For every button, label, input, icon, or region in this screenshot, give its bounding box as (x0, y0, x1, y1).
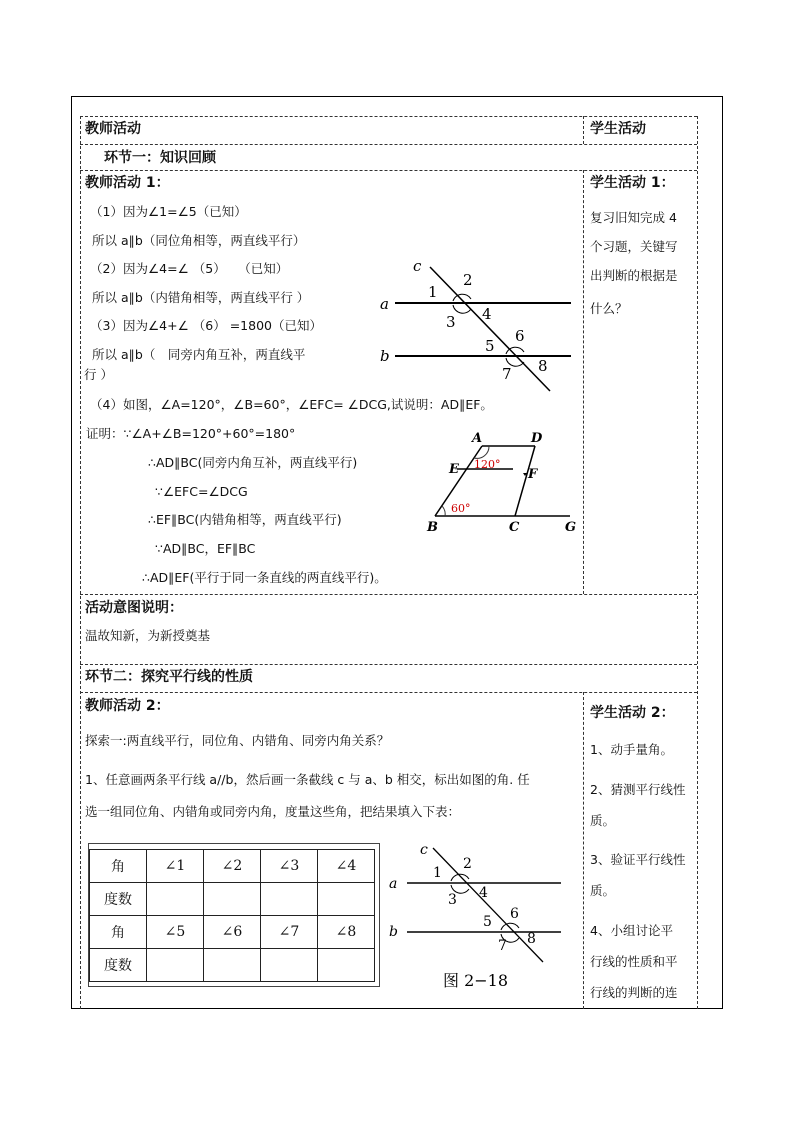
table-cell: ∠3 (261, 850, 318, 883)
table-cell: ∠1 (147, 850, 204, 883)
fig1-label: 3 (446, 313, 456, 331)
table-row (90, 850, 375, 883)
student2-item: 质。 (590, 813, 616, 828)
fig2-label: A (472, 431, 483, 446)
intent-text: 温故知新，为新授奠基 (85, 628, 211, 643)
student2-item: 行线的性质和平 (590, 954, 678, 969)
table-cell: 角 (90, 916, 147, 949)
fig3-label: a (389, 876, 398, 892)
row-line (80, 594, 697, 595)
table-cell: 度数 (90, 883, 147, 916)
fig2-label: C (509, 520, 520, 535)
table-cell: ∠2 (204, 850, 261, 883)
fig3-label: 1 (433, 865, 442, 881)
table-cell[interactable] (204, 883, 261, 916)
fig2-angle-bottom: 60° (451, 502, 471, 515)
table-cell[interactable] (261, 883, 318, 916)
student2-item: 2、猜测平行线性 (590, 782, 686, 797)
table-cell[interactable] (318, 949, 375, 982)
s1-line: 行 ） (84, 367, 113, 382)
col-line (583, 692, 584, 1009)
s1-line: ∴AD∥BC(同旁内角互补，两直线平行) (148, 455, 358, 470)
student2-item: 质。 (590, 883, 616, 898)
parallel-lines-figure (375, 255, 580, 395)
fig3-label: 7 (498, 938, 507, 954)
col-line (697, 116, 698, 1009)
student1-line: 什么？ (590, 301, 628, 316)
frame-top (71, 96, 723, 97)
frame-bottom (71, 1008, 723, 1009)
fig3-label: 5 (483, 914, 492, 930)
student1-line: 出判断的根据是 (590, 268, 678, 283)
table-cell: ∠6 (204, 916, 261, 949)
s1-line: ∴EF∥BC(内错角相等，两直线平行) (148, 512, 342, 527)
trapezoid-figure (425, 428, 585, 538)
header-teacher: 教师活动 (85, 121, 141, 137)
explore-text: 探索一:两直线平行，同位角、内错角、同旁内角关系？ (85, 733, 390, 748)
table-cell: ∠8 (318, 916, 375, 949)
fig2-label: D (531, 431, 543, 446)
student2-item: 3、验证平行线性 (590, 852, 686, 867)
parallel-lines-figure-2-18 (385, 838, 570, 993)
table-row (90, 883, 375, 916)
fig1-label: c (413, 257, 422, 275)
fig1-label: 6 (515, 327, 525, 345)
s1-line: 所以 a∥b（内错角相等，两直线平行 ） (92, 290, 310, 305)
fig3-label: 8 (527, 931, 536, 947)
table-cell[interactable] (318, 883, 375, 916)
student1-line: 复习旧知完成 4 (590, 210, 677, 225)
fig3-label: b (389, 924, 398, 940)
fig1-label: 2 (463, 271, 473, 289)
table-cell: ∠5 (147, 916, 204, 949)
student2-item: 1、动手量角。 (590, 742, 673, 757)
row-line (80, 116, 697, 117)
fig2-label: F (528, 467, 538, 482)
s1-line: ∴AD∥EF(平行于同一条直线的两直线平行)。 (142, 570, 387, 585)
header-student: 学生活动 (590, 121, 646, 137)
row-line (80, 692, 697, 693)
fig3-caption: 图 2−18 (443, 971, 509, 990)
s1-line: （4）如图，∠A=120°，∠B=60°，∠EFC= ∠DCG,试说明：AD∥EF。 (90, 397, 493, 412)
row-line (80, 664, 697, 665)
frame-right (722, 96, 723, 1009)
teacher1-heading: 教师活动 1： (85, 175, 170, 191)
s1-line: （3）因为∠4+∠ （6） =1800（已知） (90, 318, 322, 333)
fig1-label: a (380, 295, 389, 313)
s1-line: （2）因为∠4=∠ （5） （已知） (90, 261, 289, 276)
fig1-label: 1 (428, 283, 438, 301)
fig1-label: 8 (538, 357, 548, 375)
frame-left (71, 96, 72, 1009)
fig2-label: G (565, 520, 577, 535)
fig2-angle-top: 120° (474, 458, 501, 471)
s1-line: ∵AD∥BC，EF∥BC (155, 541, 256, 556)
teacher2-heading: 教师活动 2： (85, 698, 170, 714)
student2-item: 4、小组讨论平 (590, 923, 673, 938)
student2-item: 行线的判断的连 (590, 985, 678, 1000)
task-line: 1、任意画两条平行线 a//b，然后画一条截线 c 与 a、b 相交，标出如图的角. 任 (85, 772, 530, 787)
task-line: 选一组同位角、内错角或同旁内角，度量这些角，把结果填入下表： (85, 804, 461, 819)
fig1-label: 5 (485, 337, 495, 355)
row-line (80, 170, 697, 171)
table-row (90, 949, 375, 982)
fig1-label: b (380, 347, 390, 365)
fig3-label: 2 (463, 856, 472, 872)
table-row (90, 916, 375, 949)
student1-line: 个习题，关键写 (590, 239, 678, 254)
student2-heading: 学生活动 2： (590, 705, 675, 721)
angle-table (89, 849, 375, 982)
fig1-label: 7 (502, 365, 512, 383)
fig3-label: 6 (510, 906, 519, 922)
fig3-label: c (420, 842, 428, 858)
section2-title: 环节二：探究平行线的性质 (85, 669, 253, 685)
fig3-label: 3 (448, 892, 457, 908)
s1-line: 所以 a∥b（同位角相等，两直线平行） (92, 233, 306, 248)
table-cell[interactable] (261, 949, 318, 982)
fig3-label: 4 (479, 885, 488, 901)
table-cell[interactable] (147, 883, 204, 916)
fig2-label: B (427, 520, 438, 535)
col-line (583, 116, 584, 144)
col-line (80, 116, 81, 1009)
student1-heading: 学生活动 1： (590, 175, 675, 191)
s1-line: ∵∠EFC=∠DCG (155, 484, 248, 499)
s1-line: 证明：∵∠A+∠B=120°+60°=180° (86, 426, 296, 441)
intent-heading: 活动意图说明： (85, 600, 183, 616)
table-cell: 度数 (90, 949, 147, 982)
table-cell[interactable] (204, 949, 261, 982)
table-cell[interactable] (147, 949, 204, 982)
section1-title: 环节一：知识回顾 (104, 150, 216, 166)
table-cell: ∠4 (318, 850, 375, 883)
fig1-label: 4 (482, 305, 492, 323)
table-cell: ∠7 (261, 916, 318, 949)
fig2-label: E (449, 462, 459, 477)
s1-line: 所以 a∥b（ 同旁内角互补，两直线平 (92, 347, 306, 362)
row-line (80, 144, 697, 145)
s1-line: （1）因为∠1=∠5（已知） (90, 204, 247, 219)
table-cell: 角 (90, 850, 147, 883)
